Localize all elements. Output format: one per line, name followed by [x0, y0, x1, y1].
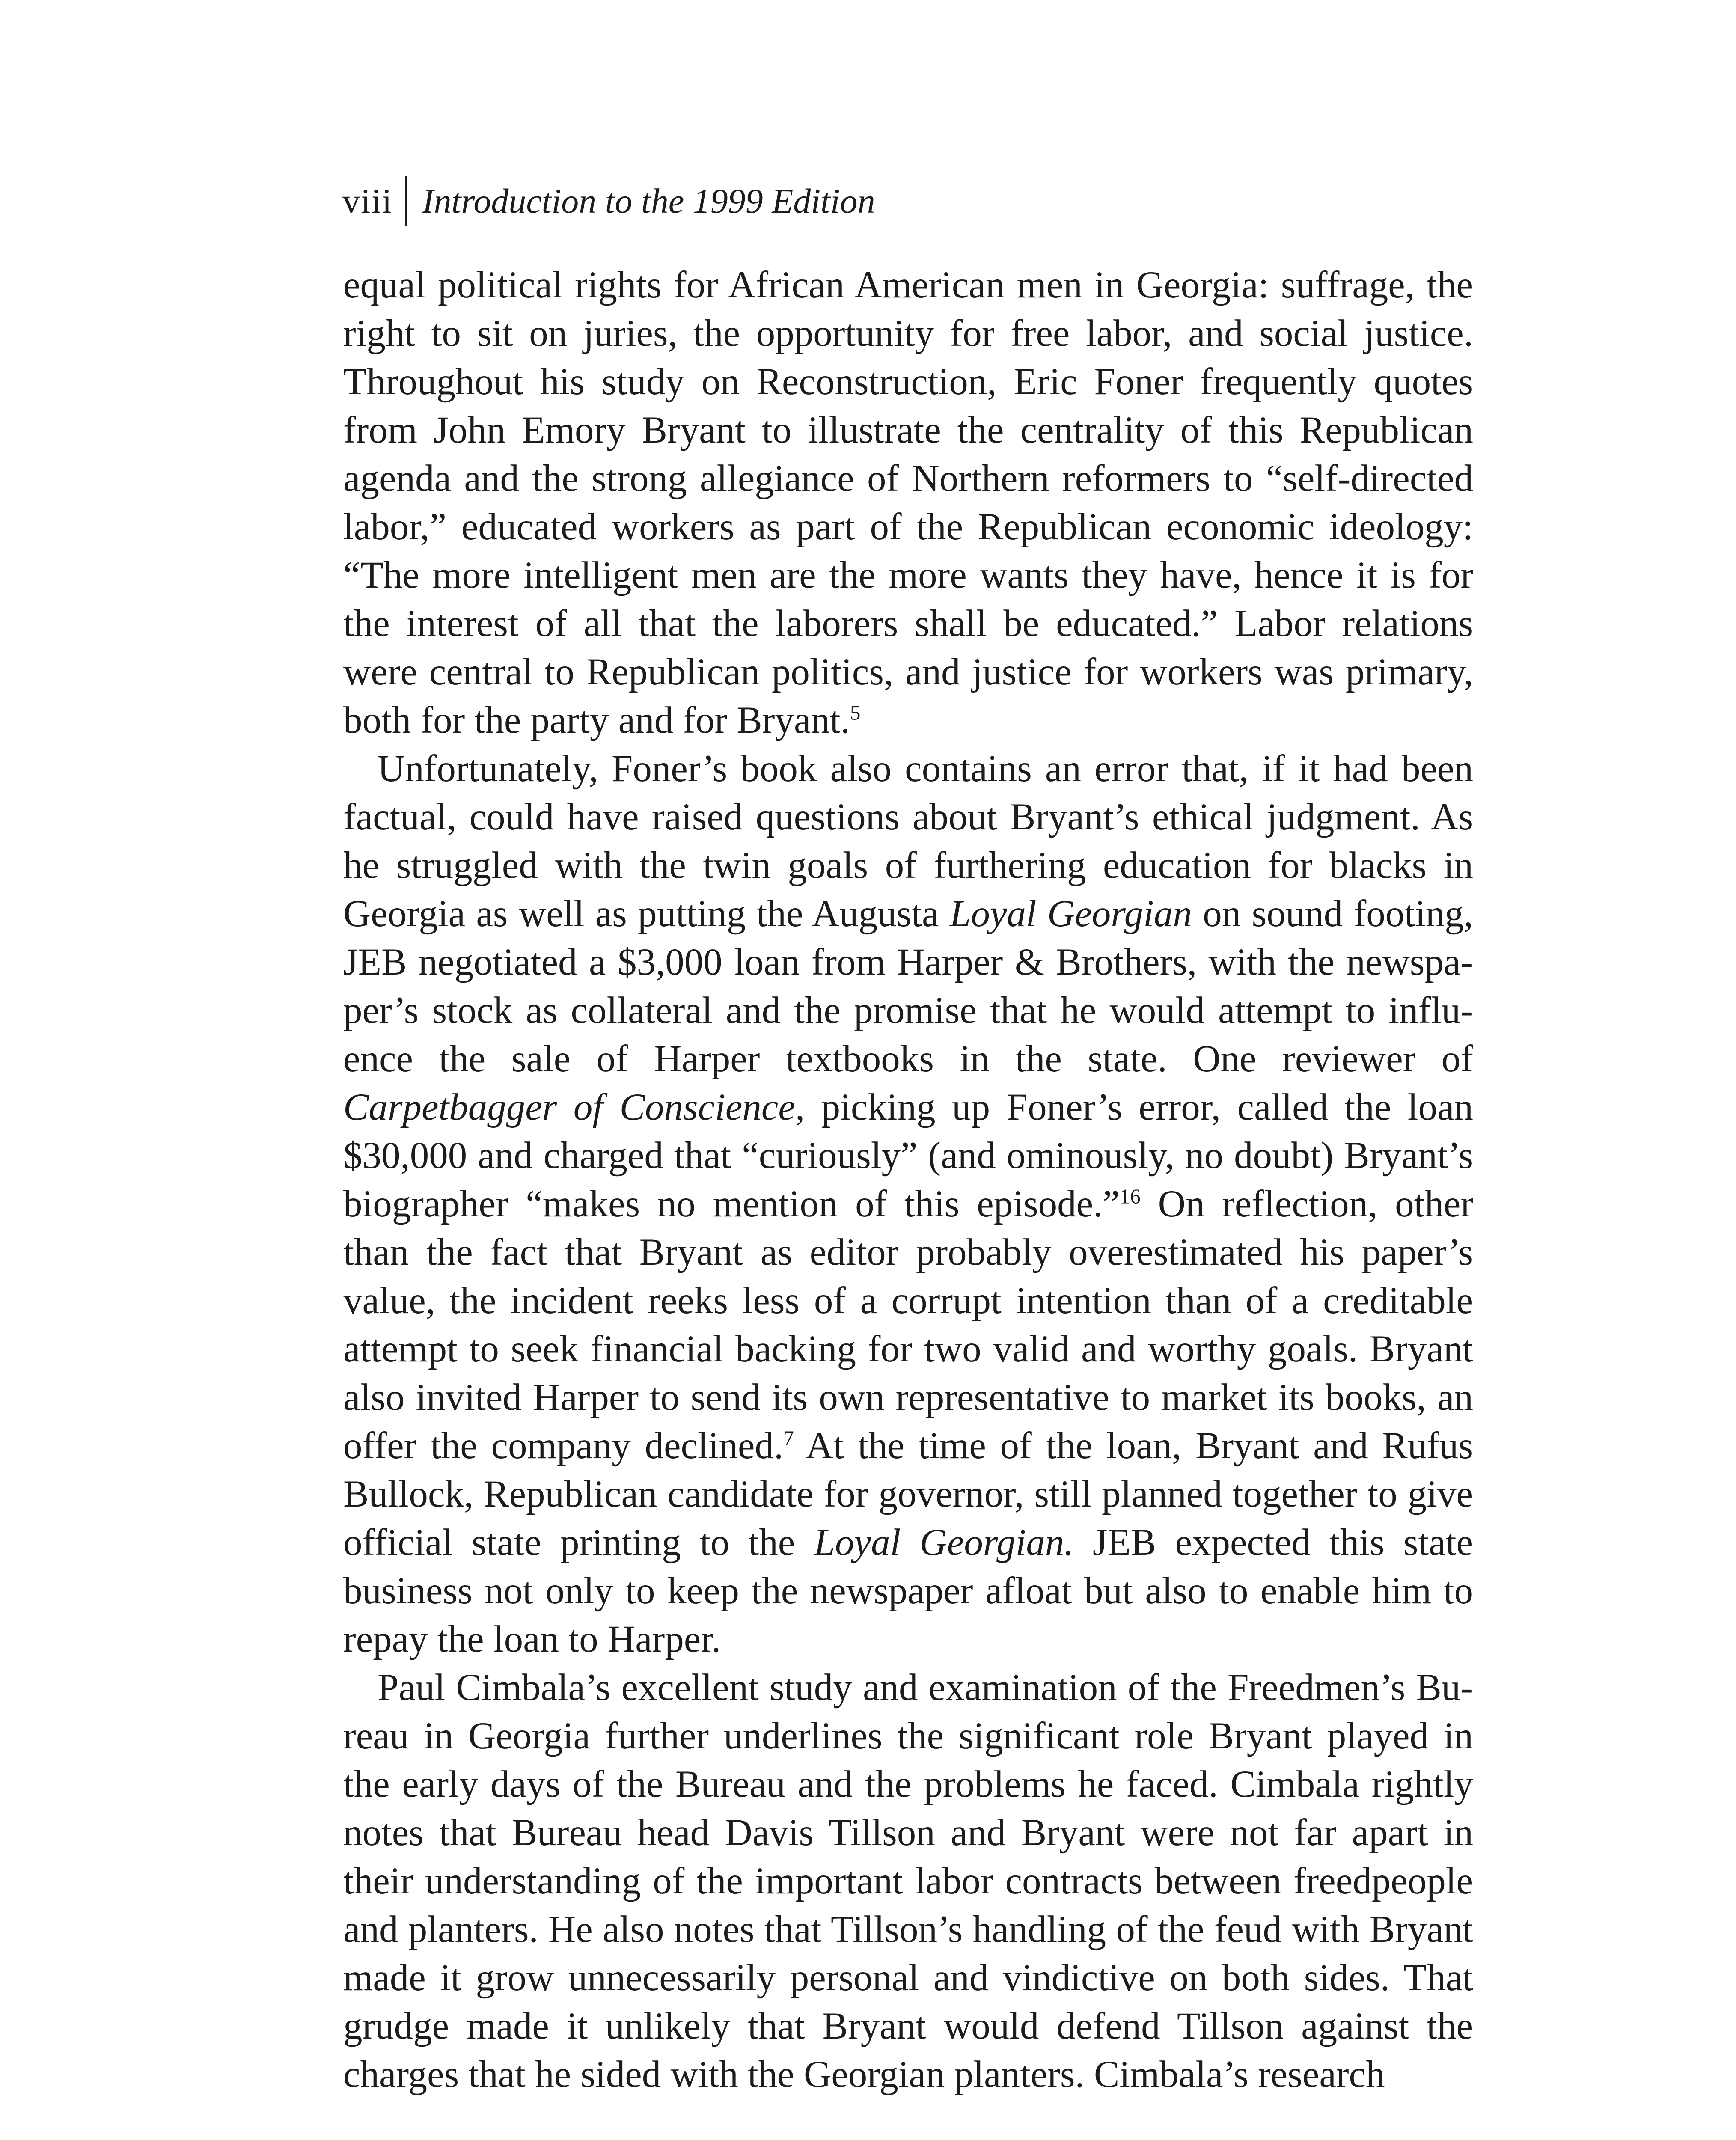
paragraph-text: JEB expected this state business not only to keep the newspaper afloat but also to enable him to repay the loan to Harper. [343, 1522, 1473, 1660]
running-head-title: Introduction to the 1999 Edition [422, 181, 875, 220]
footnote-ref: 16 [1119, 1184, 1141, 1208]
paragraph-text: On reflection, other than the fact that Bryant as editor probably overestimated his paper’s value, the incident reeks less of a corrupt intention than of a creditable attempt to seek financial backing for two valid and worthy goals. Bryant also invited Harper to send its own representative to market its books, an offer the company declined. [343, 1183, 1473, 1467]
footnote-ref: 5 [850, 701, 861, 725]
paragraph-text: Unfortunately, Foner’s book also contains an error that, if it had been factual, could have raised questions about Bryant’s ethical judgment. As he struggled with the twin goals of furthering education for blacks in Georgia as well as putting the Augusta [343, 748, 1473, 935]
body-text [343, 261, 1473, 2099]
paragraph-text: on sound footing, JEB negotiated a $3,000 loan from Harper & Brothers, with the newspaper’s stock as collateral and the promise that he would attempt to influence the sale of Harper textbooks in the state. One reviewer of [343, 893, 1473, 1080]
paragraph-text: Paul Cimbala’s excellent study and examination of the Freedmen’s Bureau in Georgia further underlines the significant role Bryant played in the early days of the Bureau and the problems he faced. Cimbala rightly notes that Bureau head Davis Tillson and Bryant were not far apart in their understanding of the important labor contracts between freedpeople and planters. He also notes that Tillson’s handling of the feud with Bryant made it grow unnecessarily personal and vindictive on both sides. That grudge made it unlikely that Bryant would defend Tillson against the charges that he sided with the Georgian planters. Cimbala’s research [343, 1667, 1473, 2095]
paragraph [343, 261, 1473, 745]
italic-title: Loyal Georgian. [814, 1522, 1074, 1563]
paragraph [343, 1664, 1473, 2099]
page-number: viii [342, 181, 393, 220]
running-head [342, 173, 875, 229]
paragraph-text: picking up Foner’s error, called the loan $30,000 and charged that “curiously” (and ominously, no doubt) Bryant’s biographer “makes no mention of this episode.” [343, 1086, 1473, 1225]
footnote-ref: 7 [783, 1426, 794, 1450]
paragraph [343, 745, 1473, 1664]
running-head-divider [405, 176, 407, 226]
italic-title: Carpetbagger of Conscience, [343, 1086, 805, 1128]
italic-title: Loyal Georgian [949, 893, 1192, 935]
paragraph-text: equal political rights for African American men in Georgia: suffrage, the right to sit on juries, the opportunity for free labor, and social justice. Throughout his study on Reconstruction, Eric Foner frequently quotes from John Emory Bryant to illustrate the centrality of this Republican agenda and the strong allegiance of Northern reformers to “self-directed labor,” educated workers as part of the Republican economic ideology: “The more intelligent men are the more wants they have, hence it is for the interest of all that the laborers shall be educated.” Labor relations were central to Republican politics, and justice for workers was primary, both for the party and for Bryant. [343, 264, 1473, 741]
paragraph-text: At the time of the loan, Bryant and Rufus Bullock, Republican candidate for governor, still planned together to give official state printing to the [343, 1425, 1473, 1563]
